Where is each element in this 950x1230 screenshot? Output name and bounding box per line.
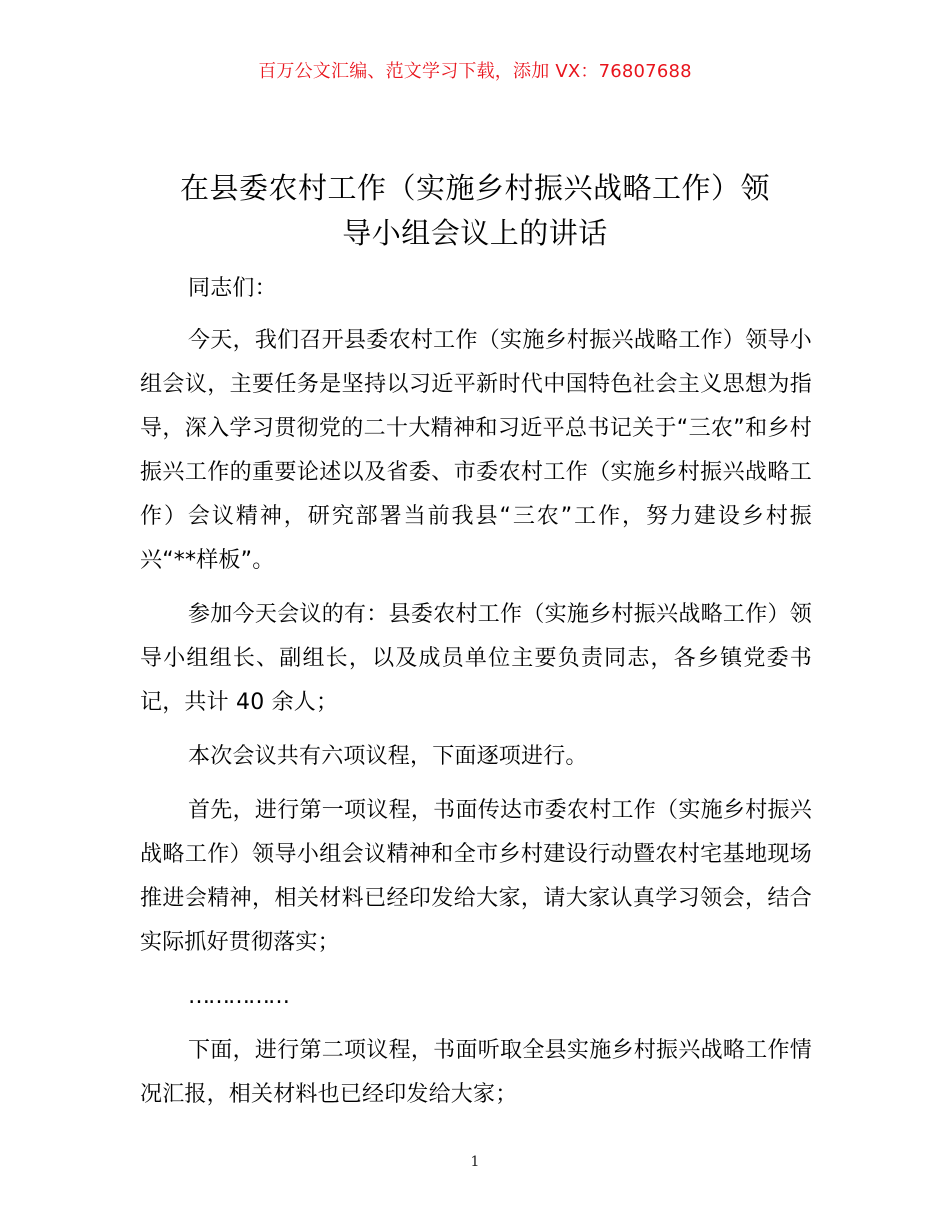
paragraph-attendees: 参加今天会议的有：县委农村工作（实施乡村振兴战略工作）领导小组组长、副组长，以及成员单位主要负责同志，各乡镇党委书记，共计 40 余人； xyxy=(140,602,812,715)
salutation: 同志们： xyxy=(188,276,277,301)
watermark-banner: 百万公文汇编、范文学习下载，添加 VX：76807688 xyxy=(258,61,692,82)
paragraph-intro: 今天，我们召开县委农村工作（实施乡村振兴战略工作）领导小组会议，主要任务是坚持以习近平新时代中国特色社会主义思想为指导，深入学习贯彻党的二十大精神和习近平总书记关于“三农”和乡村振兴工作的重要论述以及省委、市委农村工作（实施乡村振兴战略工作）会议精神，研究部署当前我县“三农”工作，努力建设乡村振兴“**样板”。 xyxy=(140,328,812,573)
paragraph-first-item: 首先，进行第一项议程，书面传达市委农村工作（实施乡村振兴战略工作）领导小组会议精神和全市乡村建设行动暨农村宅基地现场推进会精神，相关材料已经印发给大家，请大家认真学习领会，结合实际抓好贯彻落实； xyxy=(140,798,812,955)
ellipsis: …………… xyxy=(188,984,288,1009)
paragraph-agenda: 本次会议共有六项议程，下面逐项进行。 xyxy=(188,744,588,769)
document-title xyxy=(140,166,810,256)
paragraph-second-item: 下面，进行第二项议程，书面听取全县实施乡村振兴战略工作情况汇报，相关材料也已经印发给大家； xyxy=(140,1038,812,1107)
title-line-2: 导小组会议上的讲话 xyxy=(342,216,608,250)
page-number: 1 xyxy=(470,1154,480,1170)
title-line-1: 在县委农村工作（实施乡村振兴战略工作）领 xyxy=(179,171,770,205)
document-body xyxy=(140,267,812,1127)
